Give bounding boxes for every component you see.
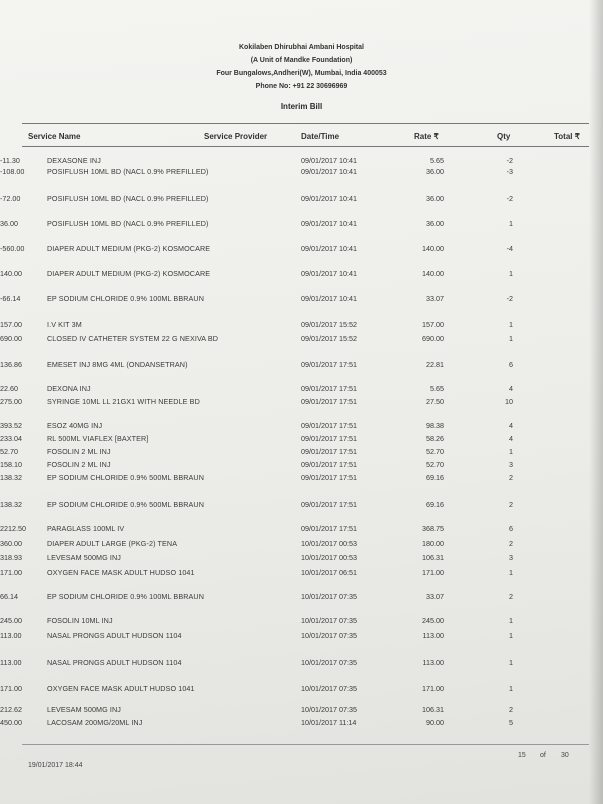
service-name-cell: FOSOLIN 2 ML INJ bbox=[47, 447, 111, 456]
qty-cell: 6 bbox=[509, 360, 513, 369]
rate-cell: 113.00 bbox=[422, 658, 444, 667]
qty-cell: 2 bbox=[509, 705, 513, 714]
rate-cell: 33.07 bbox=[426, 294, 444, 303]
qty-cell: 3 bbox=[509, 460, 513, 469]
date-time-cell: 09/01/2017 10:41 bbox=[301, 294, 357, 303]
qty-cell: -3 bbox=[506, 167, 513, 176]
service-name-cell: POSIFLUSH 10ML BD (NACL 0.9% PREFILLED) bbox=[47, 167, 209, 176]
total-cell: 450.00 bbox=[0, 718, 22, 727]
total-cell: 245.00 bbox=[0, 616, 22, 625]
date-time-cell: 09/01/2017 10:41 bbox=[301, 194, 357, 203]
total-cell: -560.00 bbox=[0, 244, 25, 253]
rate-cell: 157.00 bbox=[422, 320, 444, 329]
total-cell: 138.32 bbox=[0, 473, 22, 482]
total-cell: 36.00 bbox=[0, 219, 18, 228]
qty-cell: 1 bbox=[509, 631, 513, 640]
header-rule-bottom bbox=[22, 146, 589, 147]
date-time-cell: 09/01/2017 17:51 bbox=[301, 473, 357, 482]
total-cell: 138.32 bbox=[0, 500, 22, 509]
date-time-cell: 09/01/2017 17:51 bbox=[301, 447, 357, 456]
qty-cell: 1 bbox=[509, 447, 513, 456]
date-time-cell: 09/01/2017 17:51 bbox=[301, 434, 357, 443]
header-rule-top bbox=[22, 123, 589, 124]
bill-title: Interim Bill bbox=[280, 102, 323, 111]
total-cell: 113.00 bbox=[0, 658, 22, 667]
hospital-phone: Phone No: +91 22 30696969 bbox=[255, 83, 348, 90]
rate-cell: 5.65 bbox=[430, 156, 444, 165]
service-name-cell: DEXASONE INJ bbox=[47, 156, 101, 165]
col-total: Total ₹ bbox=[554, 132, 580, 141]
total-cell: 157.00 bbox=[0, 320, 22, 329]
total-cell: -72.00 bbox=[0, 194, 21, 203]
hospital-name: Kokilaben Dhirubhai Ambani Hospital bbox=[239, 44, 364, 51]
col-service-provider: Service Provider bbox=[204, 132, 268, 141]
date-time-cell: 09/01/2017 10:41 bbox=[301, 156, 357, 165]
rate-cell: 113.00 bbox=[422, 631, 444, 640]
service-name-cell: DIAPER ADULT MEDIUM (PKG-2) KOSMOCARE bbox=[47, 244, 211, 253]
qty-cell: 1 bbox=[509, 658, 513, 667]
qty-cell: -4 bbox=[506, 244, 513, 253]
page-of: of bbox=[540, 752, 546, 759]
footer-rule bbox=[22, 744, 589, 745]
hospital-address: Four Bungalows,Andheri(W), Mumbai, India 400053 bbox=[216, 70, 387, 77]
page-total: 30 bbox=[561, 752, 569, 759]
date-time-cell: 09/01/2017 17:51 bbox=[301, 421, 357, 430]
col-date-time: Date/Time bbox=[301, 132, 340, 141]
rate-cell: 90.00 bbox=[426, 718, 444, 727]
rate-cell: 171.00 bbox=[422, 568, 444, 577]
rate-cell: 52.70 bbox=[426, 460, 444, 469]
qty-cell: 1 bbox=[509, 684, 513, 693]
service-name-cell: POSIFLUSH 10ML BD (NACL 0.9% PREFILLED) bbox=[47, 219, 209, 228]
service-name-cell: DEXONA INJ bbox=[47, 384, 91, 393]
date-time-cell: 10/01/2017 06:51 bbox=[301, 568, 357, 577]
date-time-cell: 10/01/2017 07:35 bbox=[301, 631, 357, 640]
total-cell: 140.00 bbox=[0, 269, 22, 278]
rate-cell: 171.00 bbox=[422, 684, 444, 693]
col-qty: Qty bbox=[497, 132, 511, 141]
page-edge-shadow bbox=[589, 0, 603, 804]
service-name-cell: I.V KIT 3M bbox=[47, 320, 82, 329]
date-time-cell: 09/01/2017 10:41 bbox=[301, 269, 357, 278]
service-name-cell: NASAL PRONGS ADULT HUDSON 1104 bbox=[47, 631, 182, 640]
print-date: 19/01/2017 18:44 bbox=[28, 762, 83, 769]
rate-cell: 69.16 bbox=[426, 473, 444, 482]
service-name-cell: SYRINGE 10ML LL 21GX1 WITH NEEDLE BD bbox=[47, 397, 200, 406]
service-name-cell: NASAL PRONGS ADULT HUDSON 1104 bbox=[47, 658, 182, 667]
date-time-cell: 09/01/2017 10:41 bbox=[301, 167, 357, 176]
rate-cell: 5.65 bbox=[430, 384, 444, 393]
date-time-cell: 10/01/2017 00:53 bbox=[301, 553, 357, 562]
rate-cell: 52.70 bbox=[426, 447, 444, 456]
service-name-cell: EP SODIUM CHLORIDE 0.9% 100ML BBRAUN bbox=[47, 592, 204, 601]
service-name-cell: LACOSAM 200MG/20ML INJ bbox=[47, 718, 143, 727]
total-cell: -11.30 bbox=[0, 156, 20, 165]
total-cell: 158.10 bbox=[0, 460, 22, 469]
date-time-cell: 10/01/2017 00:53 bbox=[301, 539, 357, 548]
service-name-cell: PARAGLASS 100ML IV bbox=[47, 524, 125, 533]
total-cell: 2212.50 bbox=[0, 524, 26, 533]
date-time-cell: 09/01/2017 17:51 bbox=[301, 460, 357, 469]
qty-cell: 3 bbox=[509, 553, 513, 562]
date-time-cell: 09/01/2017 15:52 bbox=[301, 334, 357, 343]
qty-cell: 1 bbox=[509, 269, 513, 278]
total-cell: -66.14 bbox=[0, 294, 21, 303]
col-service-name: Service Name bbox=[28, 132, 81, 141]
total-cell: 393.52 bbox=[0, 421, 22, 430]
service-name-cell: DIAPER ADULT MEDIUM (PKG-2) KOSMOCARE bbox=[47, 269, 211, 278]
date-time-cell: 09/01/2017 10:41 bbox=[301, 244, 357, 253]
qty-cell: 2 bbox=[509, 539, 513, 548]
date-time-cell: 09/01/2017 17:51 bbox=[301, 360, 357, 369]
service-name-cell: POSIFLUSH 10ML BD (NACL 0.9% PREFILLED) bbox=[47, 194, 209, 203]
total-cell: 360.00 bbox=[0, 539, 22, 548]
qty-cell: 1 bbox=[509, 334, 513, 343]
total-cell: 22.60 bbox=[0, 384, 18, 393]
rate-cell: 106.31 bbox=[422, 705, 444, 714]
service-name-cell: LEVESAM 500MG INJ bbox=[47, 553, 121, 562]
qty-cell: -2 bbox=[506, 194, 513, 203]
service-name-cell: OXYGEN FACE MASK ADULT HUDSO 1041 bbox=[47, 684, 195, 693]
rate-cell: 245.00 bbox=[422, 616, 444, 625]
date-time-cell: 09/01/2017 10:41 bbox=[301, 219, 357, 228]
date-time-cell: 10/01/2017 07:35 bbox=[301, 658, 357, 667]
total-cell: 52.70 bbox=[0, 447, 18, 456]
qty-cell: -2 bbox=[506, 294, 513, 303]
rate-cell: 36.00 bbox=[426, 167, 444, 176]
rate-cell: 690.00 bbox=[422, 334, 444, 343]
total-cell: 171.00 bbox=[0, 568, 22, 577]
service-name-cell: CLOSED IV CATHETER SYSTEM 22 G NEXIVA BD bbox=[47, 334, 219, 343]
service-name-cell: DIAPER ADULT LARGE (PKG-2) TENA bbox=[47, 539, 178, 548]
rate-cell: 140.00 bbox=[422, 244, 444, 253]
rate-cell: 27.50 bbox=[426, 397, 444, 406]
service-name-cell: ESOZ 40MG INJ bbox=[47, 421, 103, 430]
total-cell: 233.04 bbox=[0, 434, 22, 443]
rate-cell: 140.00 bbox=[422, 269, 444, 278]
total-cell: 318.93 bbox=[0, 553, 22, 562]
rate-cell: 36.00 bbox=[426, 219, 444, 228]
date-time-cell: 10/01/2017 11:14 bbox=[301, 718, 357, 727]
date-time-cell: 09/01/2017 17:51 bbox=[301, 500, 357, 509]
page-current: 15 bbox=[518, 752, 526, 759]
qty-cell: 6 bbox=[509, 524, 513, 533]
total-cell: 275.00 bbox=[0, 397, 22, 406]
total-cell: -108.00 bbox=[0, 167, 25, 176]
total-cell: 66.14 bbox=[0, 592, 18, 601]
rate-cell: 368.75 bbox=[422, 524, 444, 533]
rate-cell: 58.26 bbox=[426, 434, 444, 443]
rate-cell: 33.07 bbox=[426, 592, 444, 601]
qty-cell: 4 bbox=[509, 434, 513, 443]
qty-cell: 1 bbox=[509, 219, 513, 228]
qty-cell: 4 bbox=[509, 384, 513, 393]
qty-cell: 1 bbox=[509, 568, 513, 577]
date-time-cell: 10/01/2017 07:35 bbox=[301, 705, 357, 714]
total-cell: 113.00 bbox=[0, 631, 22, 640]
total-cell: 171.00 bbox=[0, 684, 22, 693]
hospital-unit: (A Unit of Mandke Foundation) bbox=[250, 57, 353, 64]
qty-cell: 4 bbox=[509, 421, 513, 430]
date-time-cell: 09/01/2017 17:51 bbox=[301, 524, 357, 533]
qty-cell: -2 bbox=[506, 156, 513, 165]
service-name-cell: EP SODIUM CHLORIDE 0.9% 100ML BBRAUN bbox=[47, 294, 204, 303]
service-name-cell: FOSOLIN 2 ML INJ bbox=[47, 460, 111, 469]
rate-cell: 36.00 bbox=[426, 194, 444, 203]
col-rate: Rate ₹ bbox=[414, 132, 439, 141]
service-name-cell: EP SODIUM CHLORIDE 0.9% 500ML BBRAUN bbox=[47, 473, 204, 482]
qty-cell: 10 bbox=[505, 397, 513, 406]
date-time-cell: 10/01/2017 07:35 bbox=[301, 684, 357, 693]
service-name-cell: FOSOLIN 10ML INJ bbox=[47, 616, 113, 625]
date-time-cell: 09/01/2017 17:51 bbox=[301, 397, 357, 406]
service-name-cell: LEVESAM 500MG INJ bbox=[47, 705, 121, 714]
total-cell: 136.86 bbox=[0, 360, 22, 369]
qty-cell: 1 bbox=[509, 616, 513, 625]
rate-cell: 106.31 bbox=[422, 553, 444, 562]
date-time-cell: 09/01/2017 17:51 bbox=[301, 384, 357, 393]
service-name-cell: RL 500ML VIAFLEX [BAXTER] bbox=[47, 434, 149, 443]
date-time-cell: 10/01/2017 07:35 bbox=[301, 616, 357, 625]
qty-cell: 5 bbox=[509, 718, 513, 727]
service-name-cell: EMESET INJ 8MG 4ML (ONDANSETRAN) bbox=[47, 360, 188, 369]
total-cell: 212.62 bbox=[0, 705, 22, 714]
rate-cell: 69.16 bbox=[426, 500, 444, 509]
qty-cell: 1 bbox=[509, 320, 513, 329]
rate-cell: 180.00 bbox=[422, 539, 444, 548]
service-name-cell: EP SODIUM CHLORIDE 0.9% 500ML BBRAUN bbox=[47, 500, 204, 509]
qty-cell: 2 bbox=[509, 500, 513, 509]
date-time-cell: 10/01/2017 07:35 bbox=[301, 592, 357, 601]
rate-cell: 98.38 bbox=[426, 421, 444, 430]
qty-cell: 2 bbox=[509, 473, 513, 482]
qty-cell: 2 bbox=[509, 592, 513, 601]
date-time-cell: 09/01/2017 15:52 bbox=[301, 320, 357, 329]
service-name-cell: OXYGEN FACE MASK ADULT HUDSO 1041 bbox=[47, 568, 195, 577]
total-cell: 690.00 bbox=[0, 334, 22, 343]
rate-cell: 22.81 bbox=[426, 360, 444, 369]
